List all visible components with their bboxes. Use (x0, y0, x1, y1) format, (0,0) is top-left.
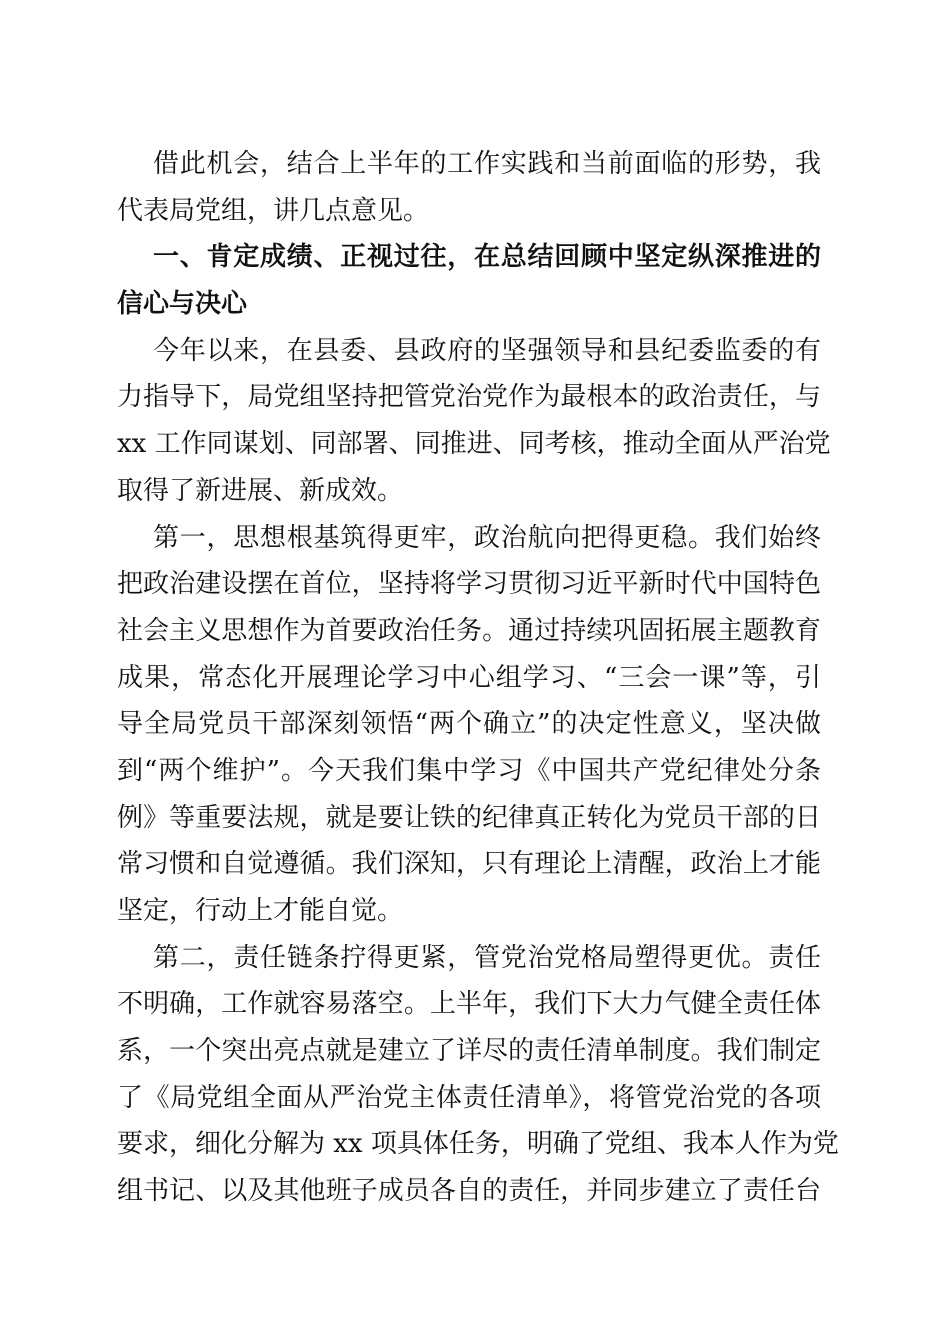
text-line: 取得了新进展、新成效。 (117, 475, 404, 506)
text-line: 一、肯定成绩、正视过往，在总结回顾中坚定纵深推进的 (153, 242, 821, 273)
text-line: 坚定，行动上才能自觉。 (117, 896, 404, 926)
text-line: 把政治建设摆在首位，坚持将学习贯彻习近平新时代中国特色 (117, 569, 821, 600)
text-line: 了《局党组全面从严治党主体责任清单》，将管党治党的各项 (117, 1082, 821, 1113)
body-paragraph (117, 515, 821, 935)
text-line: 常习惯和自觉遵循。我们深知，只有理论上清醒，政治上才能 (117, 849, 821, 880)
text-line: 借此机会，结合上半年的工作实践和当前面临的形势，我 (153, 149, 821, 179)
document-page (117, 141, 839, 1215)
text-line: 力指导下，局党组坚持把管党治党作为最根本的政治责任，与 (117, 382, 821, 413)
section-heading (117, 234, 821, 327)
text-line: 成果，常态化开展理论学习中心组学习、“三会一课”等，引 (117, 662, 821, 693)
text-line: 第二，责任链条拧得更紧，管党治党格局塑得更优。责任 (153, 942, 821, 973)
body-paragraph (117, 935, 839, 1215)
body-paragraph (117, 328, 831, 515)
text-line: xx 工作同谋划、同部署、同推进、同考核，推动全面从严治党 (117, 429, 831, 460)
text-line: 第一，思想根基筑得更牢，政治航向把得更稳。我们始终 (153, 522, 821, 553)
text-line: 信心与决心 (117, 289, 248, 320)
text-line: 例》等重要法规，就是要让铁的纪律真正转化为党员干部的日 (117, 802, 821, 833)
text-line: 不明确，工作就容易落空。上半年，我们下大力气健全责任体 (117, 989, 821, 1020)
text-line: 到“两个维护”。今天我们集中学习《中国共产党纪律处分条 (117, 755, 821, 786)
text-line: 要求，细化分解为 xx 项具体任务，明确了党组、我本人作为党 (117, 1129, 839, 1160)
body-paragraph (117, 141, 821, 234)
text-line: 代表局党组，讲几点意见。 (117, 195, 430, 226)
text-line: 导全局党员干部深刻领悟“两个确立”的决定性意义，坚决做 (117, 709, 821, 740)
text-line: 社会主义思想作为首要政治任务。通过持续巩固拓展主题教育 (117, 615, 821, 646)
text-line: 系，一个突出亮点就是建立了详尽的责任清单制度。我们制定 (117, 1036, 821, 1067)
text-line: 组书记、以及其他班子成员各自的责任，并同步建立了责任台 (117, 1176, 821, 1207)
text-line: 今年以来，在县委、县政府的坚强领导和县纪委监委的有 (153, 335, 821, 366)
